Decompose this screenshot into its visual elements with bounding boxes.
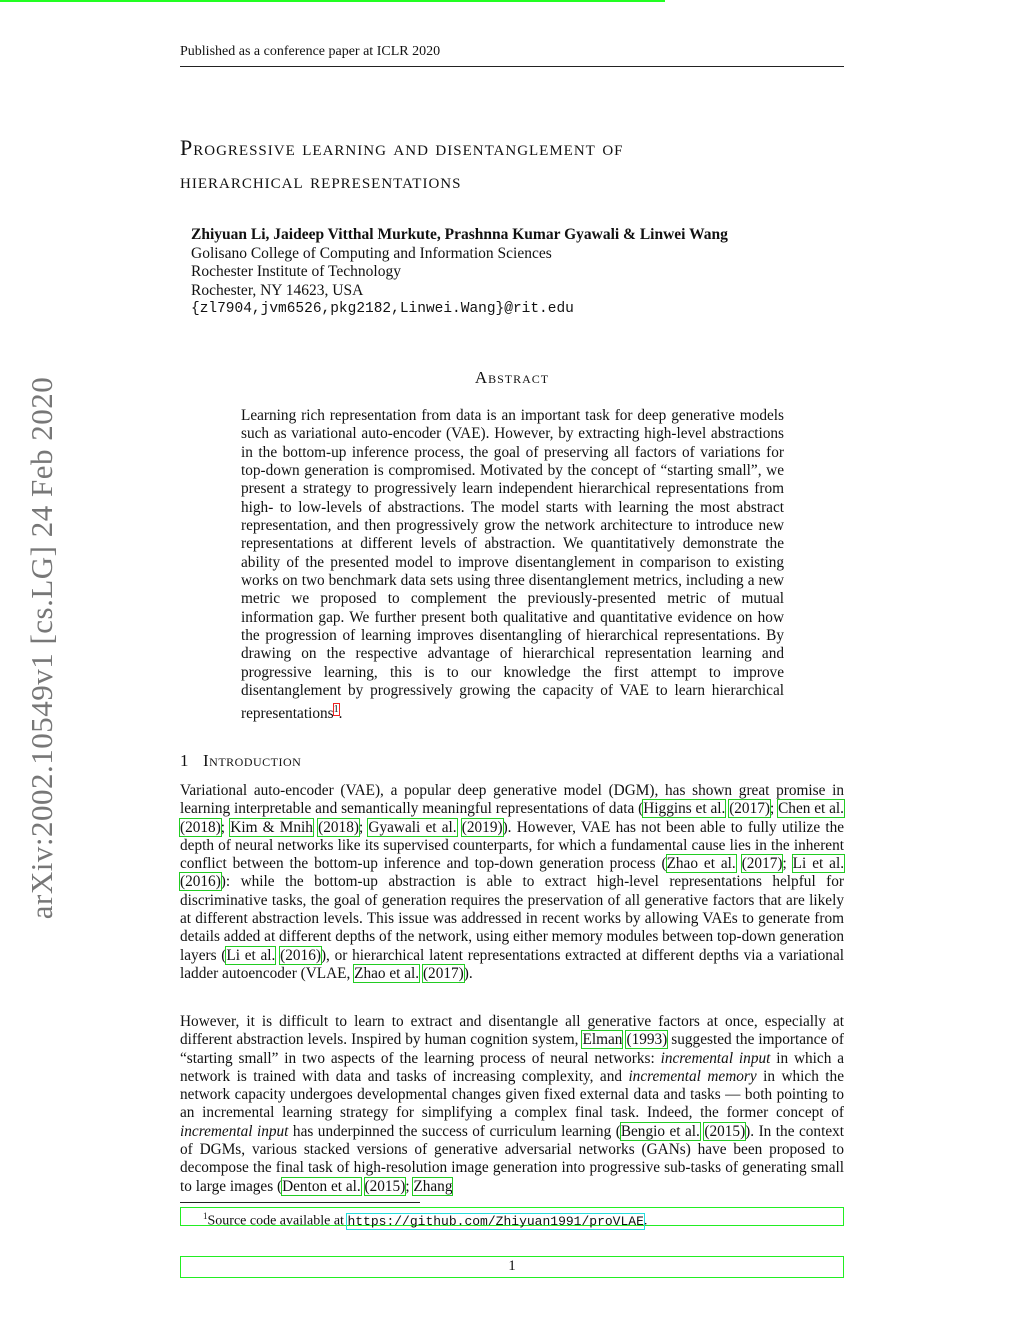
emphasis-incremental-input-2: incremental input xyxy=(180,1122,289,1140)
citation-kim-author[interactable]: Kim & Mnih xyxy=(230,818,313,836)
affiliation-address: Rochester, NY 14623, USA xyxy=(191,281,364,299)
citation-elman-year[interactable]: (1993) xyxy=(626,1031,668,1049)
body-text: However, it is difficult to learn to extract and disentangle all generative factors at once, especially at different abstraction levels. Inspired by human cognition system, xyxy=(180,1013,844,1049)
citation-chen-year[interactable]: (2018) xyxy=(180,818,221,836)
body-text: has underpinned the success of curriculum learning ( xyxy=(288,1122,621,1140)
intro-paragraph-1 xyxy=(180,782,844,983)
body-text: ; xyxy=(782,855,793,873)
body-text: ; xyxy=(220,818,231,836)
footnote[interactable] xyxy=(180,1207,844,1229)
citation-zhao-author[interactable]: Zhao et al. xyxy=(666,855,736,873)
citation-higgins-year[interactable]: (2017) xyxy=(729,800,770,818)
citation-li-author[interactable]: Li et al. xyxy=(792,855,845,873)
title-line-1: Progressive learning and disentanglement of xyxy=(180,135,624,160)
citation-bengio-year[interactable]: (2015) xyxy=(704,1122,746,1140)
body-text: ; xyxy=(405,1177,414,1195)
body-text: ; xyxy=(358,818,369,836)
emphasis-incremental-memory: incremental memory xyxy=(628,1067,757,1085)
footnote-end: . xyxy=(643,1213,648,1229)
affiliation-college: Golisano College of Computing and Information Sciences xyxy=(191,244,552,262)
body-text: Variational auto-encoder (VAE), a popular deep generative model (DGM), has shown great promise in learning interpretable and semantically meaningful representations of data ( xyxy=(180,782,844,818)
citation-zhang-author[interactable]: Zhang xyxy=(413,1177,453,1195)
body-text: suggested the importance of “starting small” in two aspects of the learning process of neural networks: xyxy=(180,1031,844,1067)
affiliation-institute: Rochester Institute of Technology xyxy=(191,263,401,280)
running-header: Published as a conference paper at ICLR 2020 xyxy=(180,44,844,67)
citation-kim-year[interactable]: (2018) xyxy=(318,818,359,836)
body-text: ). xyxy=(463,964,473,982)
footnote-text: Source code available at xyxy=(207,1213,348,1229)
arxiv-sidebar xyxy=(0,0,60,1325)
citation-zhao-year-2[interactable]: (2017) xyxy=(422,964,464,982)
citation-gyawali-author[interactable]: Gyawali et al. xyxy=(368,818,457,836)
author-block xyxy=(191,226,841,319)
body-text: in which the network capacity undergoes developmental changes given fixed external data and tasks — both pointing to an incremental learning strategy for simplifying a complex final task. Indeed, the former concept of xyxy=(180,1067,844,1122)
arxiv-stamp: arXiv:2002.10549v1 [cs.LG] 24 Feb 2020 xyxy=(24,376,59,920)
citation-higgins-author[interactable]: Higgins et al. xyxy=(643,800,726,818)
title-line-2: hierarchical representations xyxy=(180,168,462,193)
author-names: Zhiyuan Li, Jaideep Vitthal Murkute, Prashnna Kumar Gyawali & Linwei Wang xyxy=(191,226,728,243)
abstract-body xyxy=(241,407,784,723)
footnote-number: 1 xyxy=(203,1211,208,1221)
citation-elman-author[interactable]: Elman xyxy=(582,1031,623,1049)
section-heading-introduction xyxy=(180,751,301,771)
citation-zhao-year[interactable]: (2017) xyxy=(741,855,783,873)
abstract-heading: Abstract xyxy=(474,368,550,387)
citation-denton-year[interactable]: (2015) xyxy=(364,1177,406,1195)
footnote-link-1[interactable]: 1 xyxy=(333,703,339,715)
body-text: ), or hierarchical latent representations extracted at different depths via a variational ladder autoencoder (VLAE, xyxy=(180,946,844,982)
citation-denton-author[interactable]: Denton et al. xyxy=(282,1177,361,1195)
paper-title xyxy=(180,131,860,197)
body-text: ; xyxy=(769,800,779,818)
intro-paragraph-2 xyxy=(180,1013,844,1196)
citation-chen-author[interactable]: Chen et al. xyxy=(778,800,845,818)
citation-zhao-author-2[interactable]: Zhao et al. xyxy=(354,964,420,982)
abstract-end: . xyxy=(338,704,343,722)
top-progress-bar xyxy=(0,0,665,2)
citation-bengio-author[interactable]: Bengio et al. xyxy=(620,1122,700,1140)
citation-li-year[interactable]: (2016) xyxy=(180,873,221,891)
citation-li-year-2[interactable]: (2016) xyxy=(280,946,321,964)
citation-li-author-2[interactable]: Li et al. xyxy=(226,946,276,964)
author-emails: {zl7904,jvm6526,pkg2182,Linwei.Wang}@rit.edu xyxy=(191,301,574,317)
citation-gyawali-year[interactable]: (2019) xyxy=(461,818,503,836)
emphasis-incremental-input: incremental input xyxy=(660,1049,771,1067)
body-text: ). However, VAE has not been able to fully utilize the depth of neural networks like its supervised counterparts, for which a fundamental cause lies in the inherent conflict between the bottom-up inference and top-down generation process ( xyxy=(180,818,845,873)
section-number: 1 xyxy=(180,751,189,770)
footnote-divider xyxy=(180,1202,420,1203)
abstract-text: Learning rich representation from data is an important task for deep generative models such as variational auto-encoder (VAE). However, by extracting high-level abstractions in the bottom-up inference process, the goal of preserving all factors of variations for top-down generation is compromised. Motivated by the concept of “starting small”, we present a strategy to progressively learn independent hierarchical representations from high- to low-levels of abstractions. The model starts with learning the most abstract representation, and then progressively grow the network architecture to introduce new representations at different levels of abstraction. We quantitatively demonstrate the ability of the presented model to improve disentanglement in comparison to existing works on two benchmark data sets using three disentanglement metrics, including a new metric we proposed to complement the previously-presented metric of mutual information gap. We further present both qualitative and quantitative evidence on how the progression of learning improves disentangling of hierarchical representations. By drawing on the respective advantage of hierarchical representation learning and progressive learning, this is to our knowledge the first attempt to improve disentanglement by progressively growing the capacity of VAE to learn hierarchical representations xyxy=(241,407,784,722)
body-text: ): while the bottom-up abstraction is able to extract high-level representations helpful for discriminative tasks, the goal of generation requires the preservation of all generative factors that are likely at different abstraction levels. This issue was addressed in recent works by allowing VAEs to generate from details added at different depths of the network, using either memory modules between top-down generation layers ( xyxy=(180,873,844,964)
section-title: Introduction xyxy=(203,751,302,770)
page-number: 1 xyxy=(180,1256,844,1278)
source-code-url-link[interactable]: https://github.com/Zhiyuan1991/proVLAE xyxy=(347,1213,644,1229)
body-text: ). In the context of DGMs, various stacked versions of generative adversarial networks (GANs) have been proposed to decompose the final task of high-resolution image generation into progressive sub-tasks of generating small to large images ( xyxy=(180,1122,845,1195)
body-text: in which a network is trained with data and tasks of increasing complexity, and xyxy=(180,1049,845,1085)
